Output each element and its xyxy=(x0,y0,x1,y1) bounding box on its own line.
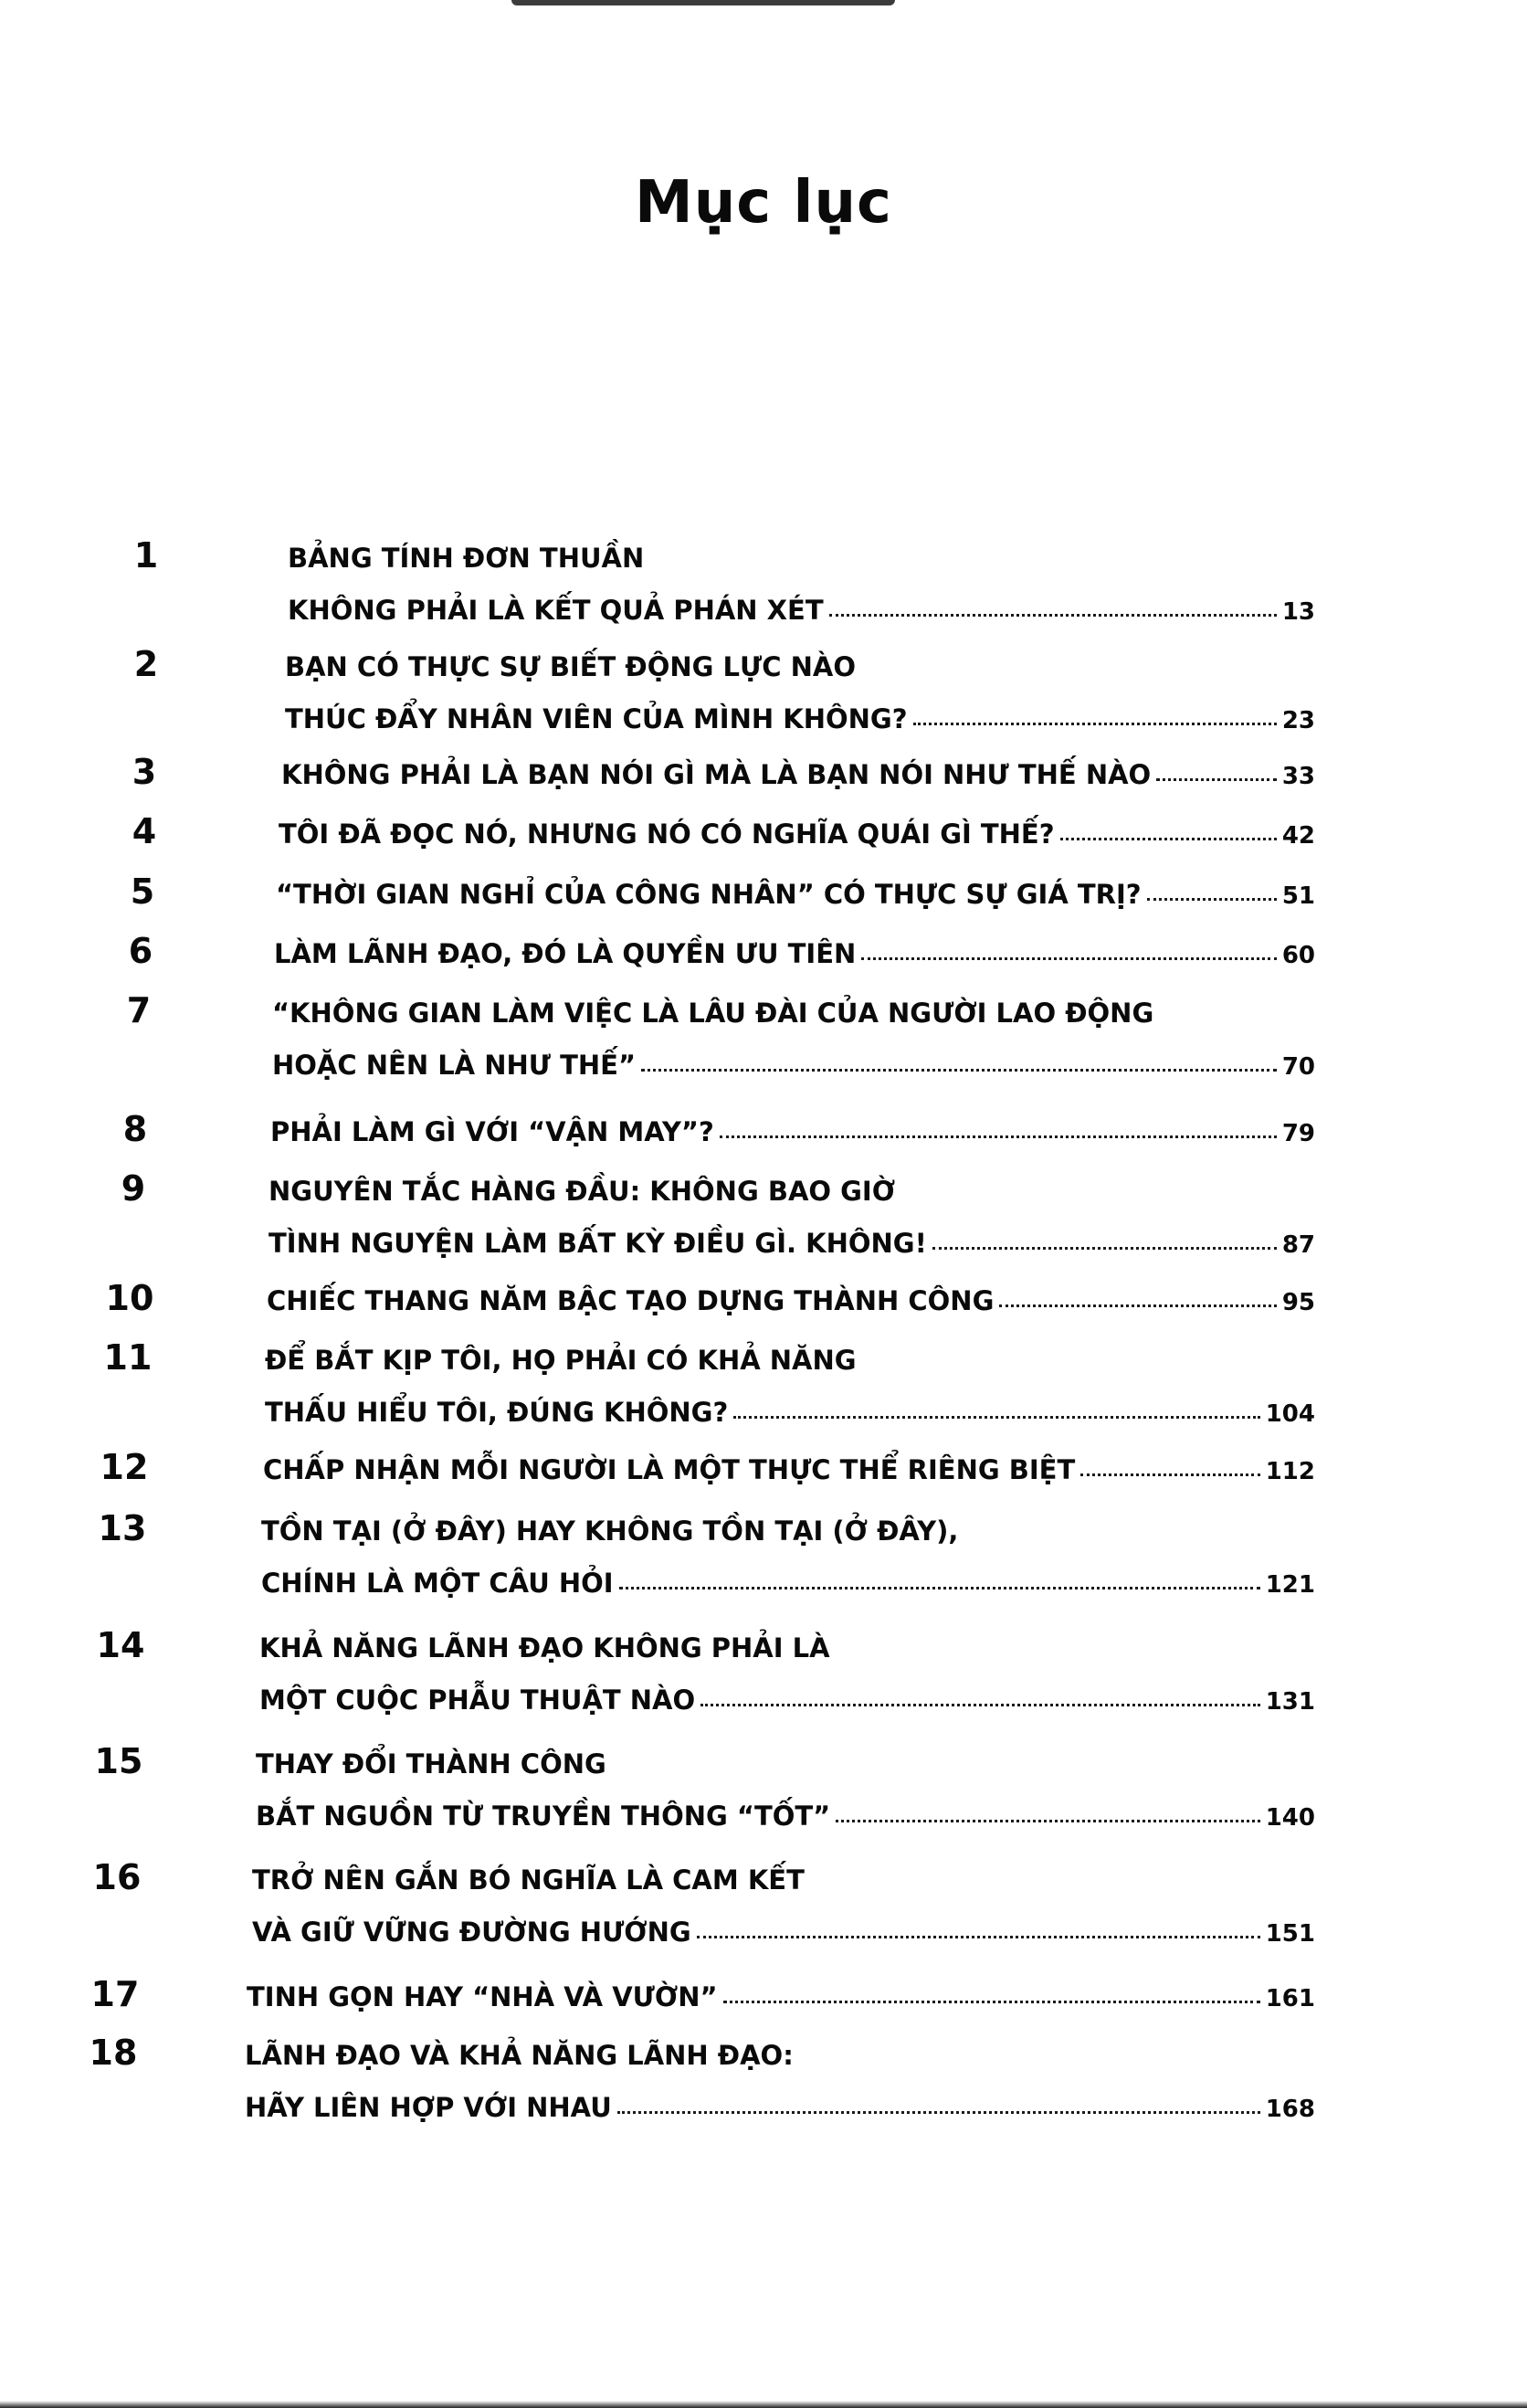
dot-leader xyxy=(836,1820,1259,1822)
toc-entry-title: CHIẾC THANG NĂM BẬC TẠO DỰNG THÀNH CÔNG xyxy=(267,1285,995,1316)
toc-entry-line xyxy=(261,1518,958,1545)
toc-entry-line xyxy=(279,821,1315,848)
toc-page-number: 151 xyxy=(1265,1920,1315,1948)
toc-entry-line xyxy=(263,1454,1315,1485)
toc-page-number: 95 xyxy=(1281,1289,1315,1316)
dot-leader xyxy=(733,1416,1259,1419)
toc-entry-title: “KHÔNG GIAN LÀM VIỆC LÀ LÂU ĐÀI CỦA NGƯỜI LAO ĐỘNG xyxy=(272,998,1154,1029)
toc-entry-line xyxy=(259,1632,830,1663)
toc-entry-number: 1 xyxy=(133,535,159,576)
toc-entry-number: 12 xyxy=(100,1447,149,1487)
toc-entry-number: 15 xyxy=(94,1741,143,1781)
toc-page-number: 60 xyxy=(1281,942,1315,969)
toc-page-number: 140 xyxy=(1265,1804,1315,1832)
toc-entry-number: 14 xyxy=(96,1625,145,1665)
toc-entry-number: 4 xyxy=(132,811,157,851)
dot-leader xyxy=(641,1069,1277,1072)
dot-leader xyxy=(1060,838,1277,840)
dot-leader xyxy=(861,957,1277,960)
toc-entry-title: BẠN CÓ THỰC SỰ BIẾT ĐỘNG LỰC NÀO xyxy=(285,651,856,682)
toc-entry-title: CHÍNH LÀ MỘT CÂU HỎI xyxy=(261,1568,614,1599)
toc-page-number: 33 xyxy=(1281,763,1315,790)
toc-entry-line xyxy=(247,1981,1315,2012)
toc-page-number: 168 xyxy=(1265,2096,1315,2123)
toc-entry-line xyxy=(265,1399,1315,1426)
toc-entry-title: BẢNG TÍNH ĐƠN THUẦN xyxy=(288,543,645,574)
toc-entry-title: KHÔNG PHẢI LÀ KẾT QUẢ PHÁN XÉT xyxy=(288,595,824,626)
toc-entry-title: THÚC ĐẨY NHÂN VIÊN CỦA MÌNH KHÔNG? xyxy=(285,703,908,734)
toc-entry-line xyxy=(267,1285,1315,1316)
toc-entry-line xyxy=(252,1864,805,1896)
dot-leader xyxy=(723,2001,1260,2003)
dot-leader xyxy=(913,723,1277,725)
dot-leader xyxy=(720,1135,1277,1138)
toc-entry-title: MỘT CUỘC PHẪU THUẬT NÀO xyxy=(259,1685,696,1716)
toc-entry-line xyxy=(274,938,1315,969)
toc-page-number: 161 xyxy=(1265,1985,1315,2012)
toc-page-number: 13 xyxy=(1281,598,1315,626)
dot-leader xyxy=(1147,898,1277,901)
dot-leader xyxy=(999,1304,1276,1307)
toc-entry-line xyxy=(288,545,644,572)
toc-entry-number: 10 xyxy=(105,1278,154,1318)
toc-entry-title: KHẢ NĂNG LÃNH ĐẠO KHÔNG PHẢI LÀ xyxy=(259,1632,830,1663)
toc-page-number: 131 xyxy=(1265,1688,1315,1716)
dot-leader xyxy=(932,1247,1277,1250)
toc-entry-title: TRỞ NÊN GẮN BÓ NGHĨA LÀ CAM KẾT xyxy=(252,1864,805,1896)
toc-entry-title: ĐỂ BẮT KỊP TÔI, HỌ PHẢI CÓ KHẢ NĂNG xyxy=(265,1345,857,1376)
toc-entry-line xyxy=(259,1687,1315,1714)
toc-page-number: 51 xyxy=(1281,882,1315,910)
toc-entry-number: 11 xyxy=(103,1337,153,1378)
toc-entry-number: 3 xyxy=(132,752,157,792)
toc-entry-title: HÃY LIÊN HỢP VỚI NHAU xyxy=(245,2092,612,2123)
toc-page-number: 79 xyxy=(1281,1120,1315,1147)
toc-page-number: 121 xyxy=(1265,1571,1315,1599)
toc-entry-title: NGUYÊN TẮC HÀNG ĐẦU: KHÔNG BAO GIỜ xyxy=(269,1176,896,1207)
toc-entry-number: 2 xyxy=(133,644,159,684)
toc-entry-number: 6 xyxy=(128,931,153,971)
toc-entry-title: THẤU HIỂU TÔI, ĐÚNG KHÔNG? xyxy=(265,1397,729,1428)
toc-entry-line xyxy=(272,1052,1315,1079)
toc-page-number: 112 xyxy=(1265,1458,1315,1485)
toc-entry-line xyxy=(285,651,856,682)
toc-entry-title: TỒN TẠI (Ở ĐÂY) HAY KHÔNG TỒN TẠI (Ở ĐÂY), xyxy=(261,1516,959,1547)
toc-page-number: 42 xyxy=(1281,822,1315,850)
toc-entry-number: 8 xyxy=(122,1109,148,1149)
toc-page-number: 87 xyxy=(1281,1231,1315,1259)
toc-entry-title: HOẶC NÊN LÀ NHƯ THẾ” xyxy=(272,1050,636,1081)
toc-entry-title: BẮT NGUỒN TỪ TRUYỀN THÔNG “TỐT” xyxy=(256,1801,831,1832)
toc-entry-line xyxy=(288,597,1315,624)
toc-entry-line xyxy=(252,1919,1315,1946)
toc-entry-title: TINH GỌN HAY “NHÀ VÀ VƯỜN” xyxy=(247,1981,718,2012)
dot-leader xyxy=(619,1587,1260,1589)
toc-entry-line xyxy=(261,1570,1315,1597)
toc-entry-line xyxy=(281,759,1315,790)
toc-entry-line xyxy=(269,1178,895,1205)
toc-entry-line xyxy=(256,1748,606,1780)
toc-entry-number: 17 xyxy=(90,1974,140,2014)
dot-leader xyxy=(1080,1473,1259,1476)
toc-entry-title: CHẤP NHẬN MỖI NGƯỜI LÀ MỘT THỰC THỂ RIÊNG BIỆT xyxy=(263,1454,1076,1485)
toc-entry-title: LÃNH ĐẠO VÀ KHẢ NĂNG LÃNH ĐẠO: xyxy=(245,2040,794,2071)
dot-leader xyxy=(1156,778,1277,781)
toc-entry-title: VÀ GIỮ VỮNG ĐƯỜNG HƯỚNG xyxy=(252,1917,691,1948)
toc-entry-line xyxy=(276,879,1315,910)
toc-entry-line xyxy=(245,2040,794,2071)
toc-entry-number: 16 xyxy=(92,1857,142,1897)
toc-entry-title: PHẢI LÀM GÌ VỚI “VẬN MAY”? xyxy=(270,1116,714,1147)
toc-entry-line xyxy=(285,703,1315,734)
toc-entry-title: KHÔNG PHẢI LÀ BẠN NÓI GÌ MÀ LÀ BẠN NÓI NHƯ THẾ NÀO xyxy=(281,759,1152,790)
dot-leader xyxy=(829,614,1277,617)
toc-entry-title: LÀM LÃNH ĐẠO, ĐÓ LÀ QUYỀN ƯU TIÊN xyxy=(274,938,857,969)
toc-entry-line xyxy=(245,2092,1315,2123)
toc-entry-number: 18 xyxy=(89,2033,138,2073)
toc-page-number: 23 xyxy=(1281,707,1315,734)
dot-leader xyxy=(700,1704,1260,1706)
dot-leader xyxy=(617,2111,1260,2114)
toc-entry-title: “THỜI GIAN NGHỈ CỦA CÔNG NHÂN” CÓ THỰC SỰ GIÁ TRỊ? xyxy=(276,879,1142,910)
toc-entry-title: TÌNH NGUYỆN LÀM BẤT KỲ ĐIỀU GÌ. KHÔNG! xyxy=(269,1228,927,1259)
toc-entry-number: 5 xyxy=(130,871,155,912)
toc-entry-number: 7 xyxy=(126,990,152,1030)
toc-entry-line xyxy=(265,1347,857,1374)
toc-entry-line xyxy=(269,1230,1315,1257)
toc-entry-line xyxy=(272,1000,1153,1027)
toc-entry-number: 9 xyxy=(121,1168,146,1209)
page-title: Mục lục xyxy=(635,169,892,237)
toc-entry-number: 13 xyxy=(98,1508,147,1548)
toc-entry-line xyxy=(270,1116,1315,1147)
toc-page-number: 70 xyxy=(1281,1053,1315,1081)
page-bottom-shadow xyxy=(0,2401,1527,2408)
toc-entry-title: THAY ĐỔI THÀNH CÔNG xyxy=(256,1748,606,1780)
toc-entry-title: TÔI ĐÃ ĐỌC NÓ, NHƯNG NÓ CÓ NGHĨA QUÁI GÌ THẾ? xyxy=(279,819,1055,850)
toc-page-number: 104 xyxy=(1265,1400,1315,1428)
dot-leader xyxy=(697,1936,1260,1938)
toc-entry-line xyxy=(256,1803,1315,1830)
